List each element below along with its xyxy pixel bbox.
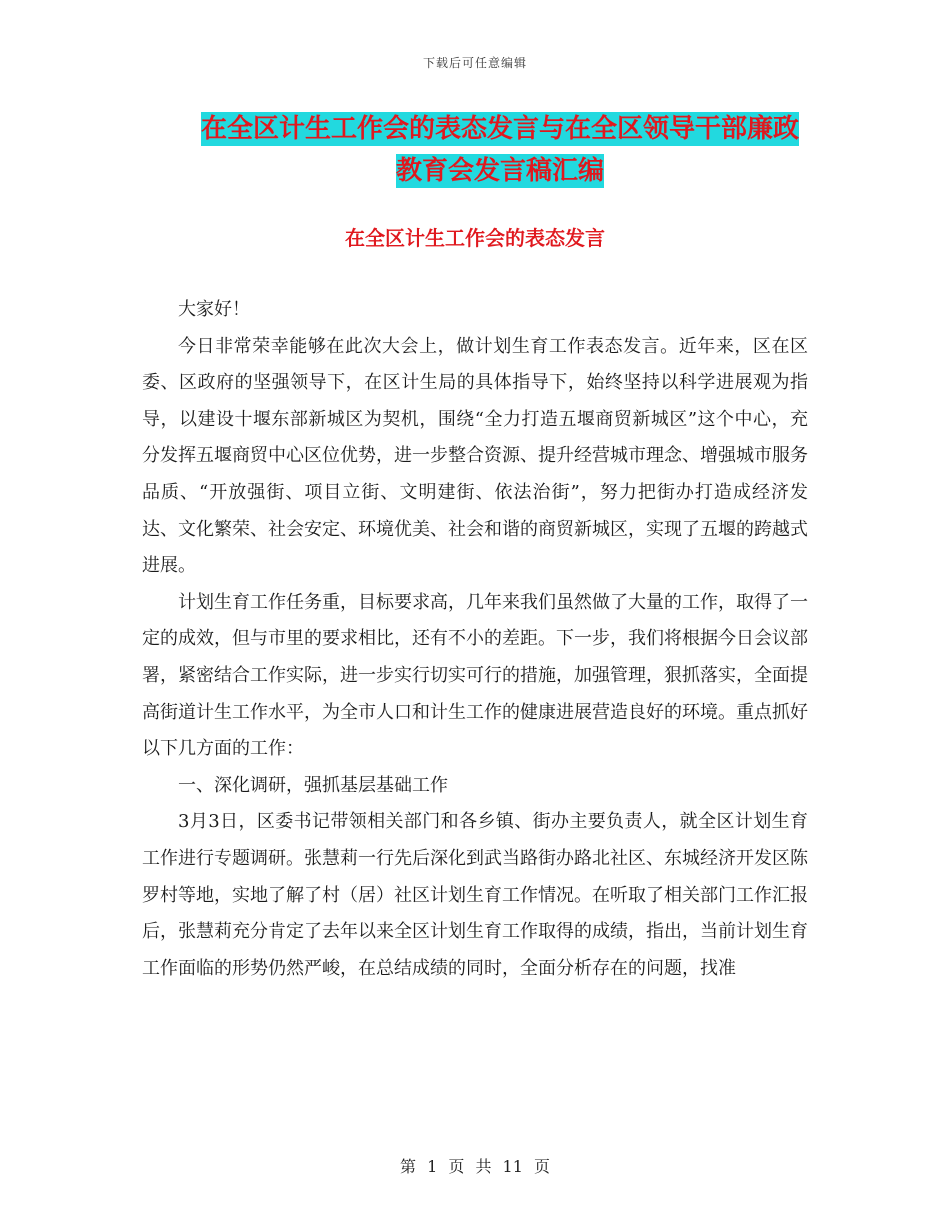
document-body — [142, 292, 808, 987]
document-title-line-2: 教育会发言稿汇编 — [395, 156, 604, 186]
header-note: 下载后可任意编辑 — [422, 56, 527, 70]
document-title-line-1: 在全区计生工作会的表态发言与在全区领导干部廉政 — [200, 114, 799, 144]
paragraph-greeting: 大家好！ — [178, 299, 250, 320]
document-title — [120, 108, 880, 192]
section-title: 在全区计生工作会的表态发言 — [345, 226, 605, 250]
paragraph-intro: 今日非常荣幸能够在此次大会上，做计划生育工作表态发言。近年来，区在区委、区政府的坚强领导下，在区计生局的具体指导下，始终坚持以科学进展观为指导，以建设十堰东部新城区为契机，围绕“全力打造五堰商贸新城区”这个中心，充分发挥五堰商贸中心区位优势，进一步整合资源、提升经营城市理念、增强城市服务品质、“开放强街、项目立街、文明建街、依法治街”，努力把街办打造成经济发达、文化繁荣、社会安定、环境优美、社会和谐的商贸新城区，实现了五堰的跨越式进展。 — [142, 335, 808, 577]
page-footer: 第 1 页 共 11 页 — [400, 1157, 550, 1176]
paragraph-tasks: 计划生育工作任务重，目标要求高，几年来我们虽然做了大量的工作，取得了一定的成效，但与市里的要求相比，还有不小的差距。下一步，我们将根据今日会议部署，紧密结合工作实际，进一步实行切实可行的措施，加强管理，狠抓落实，全面提高街道计生工作水平，为全市人口和计生工作的健康进展营造良好的环境。重点抓好以下几方面的工作： — [142, 591, 808, 760]
paragraph-heading-one: 一、深化调研，强抓基层基础工作 — [178, 774, 448, 796]
paragraph-research: 3月3日，区委书记带领相关部门和各乡镇、街办主要负责人，就全区计划生育工作进行专题调研。张慧莉一行先后深化到武当路街办路北社区、东城经济开发区陈罗村等地，实地了解了村（居）社区计划生育工作情况。在听取了相关部门工作汇报后，张慧莉充分肯定了去年以来全区计划生育工作取得的成绩，指出，当前计划生育工作面临的形势仍然严峻，在总结成绩的同时，全面分析存在的问题，找准 — [142, 811, 808, 979]
